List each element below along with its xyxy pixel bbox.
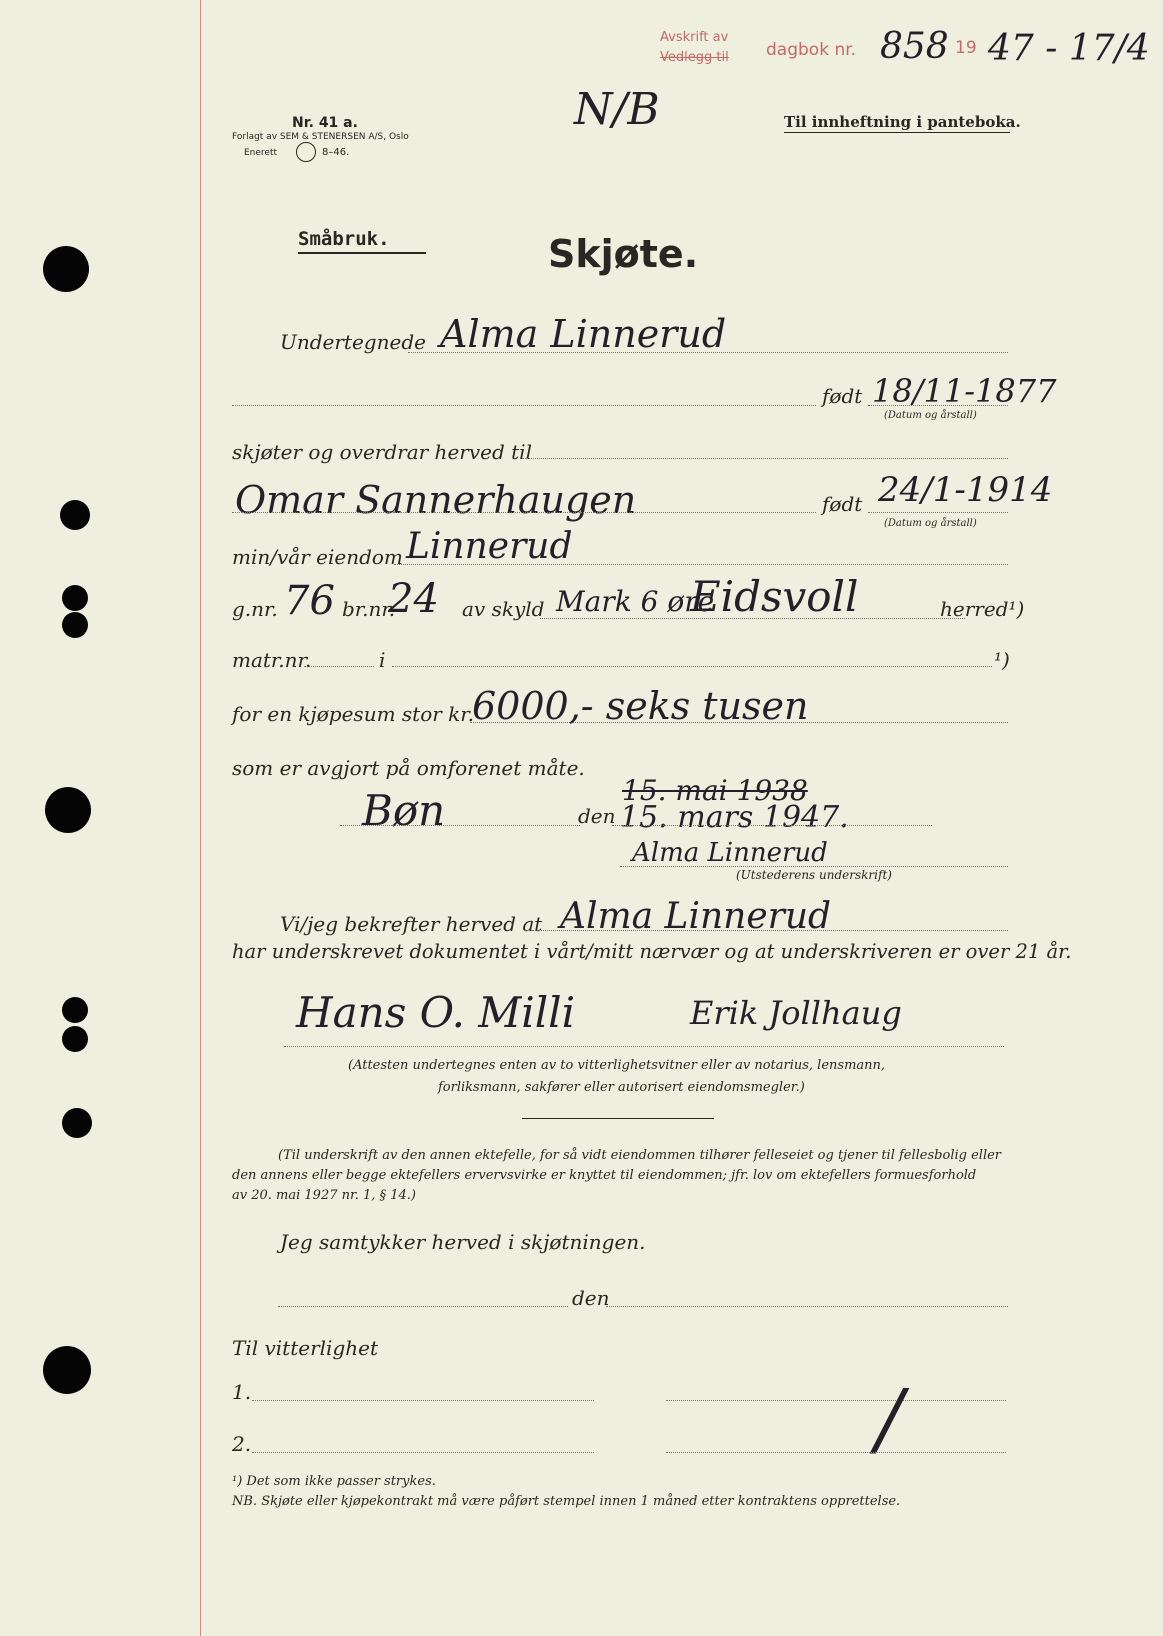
property-label: min/vår eiendom xyxy=(232,545,403,569)
matr-line-2 xyxy=(392,666,992,667)
stamp-line-1: Avskrift av xyxy=(660,30,729,45)
category-underline xyxy=(298,252,426,254)
consent-line-1 xyxy=(278,1306,568,1307)
section-divider xyxy=(522,1118,714,1119)
initials: N/B xyxy=(574,84,660,135)
document-title: Skjøte. xyxy=(548,232,699,276)
punch-hole xyxy=(62,1026,88,1052)
herred-label: herred¹) xyxy=(940,597,1025,621)
date-hint-1: (Datum og årstall) xyxy=(884,410,977,421)
buyer-value: Omar Sannerhaugen xyxy=(235,478,637,522)
witness-2-num: 2. xyxy=(232,1432,252,1456)
publisher-line-1: Forlagt av SEM & STENERSEN A/S, Oslo xyxy=(232,132,409,142)
property-value: Linnerud xyxy=(406,526,573,567)
stamp-number: 858 xyxy=(880,26,949,67)
matr-label: matr.nr. xyxy=(232,648,312,672)
witness-signature-2: Erik Jollhaug xyxy=(690,994,902,1032)
seller-line xyxy=(232,405,816,406)
stamp-year: 19 xyxy=(955,38,977,58)
stamp-line-3: dagbok nr. xyxy=(766,40,857,60)
spouse-note-3: av 20. mai 1927 nr. 1, § 14.) xyxy=(232,1188,416,1203)
spouse-note-1: (Til underskrift av den annen ektefelle, for så vidt eiendommen tilhører felleseiet og tjener til fellesbolig eller xyxy=(278,1148,1002,1163)
witness-signature-1: Hans O. Milli xyxy=(296,988,576,1037)
date-line xyxy=(612,825,932,826)
binding-note: Til innheftning i panteboka. xyxy=(784,113,1021,131)
punch-hole xyxy=(62,1108,92,1138)
price-value: 6000,- seks tusen xyxy=(472,684,809,728)
attest-note-2: forliksmann, sakfører eller autorisert eiendomsmegler.) xyxy=(438,1080,805,1095)
transfer-line xyxy=(522,458,1008,459)
seller-signature-line xyxy=(620,866,1008,867)
punch-hole xyxy=(62,997,88,1023)
witness-1-line-b xyxy=(666,1400,1006,1401)
brnr-label: br.nr. xyxy=(342,597,396,621)
publisher-line-2: Enerett xyxy=(244,148,278,158)
spouse-note-2: den annens eller begge ektefellers ervervsvirke er knyttet til eiendommen; jfr. lov om ektefellers formuesforhold xyxy=(232,1168,977,1183)
witness-confirm-label: Vi/jeg bekrefter herved at xyxy=(280,912,543,936)
margin-line xyxy=(200,0,201,1636)
witness-mark: / xyxy=(876,1372,903,1465)
date-hint-2: (Datum og årstall) xyxy=(884,518,977,529)
gnr-label: g.nr. xyxy=(232,597,278,621)
buyer-born-value: 24/1-1914 xyxy=(878,470,1053,510)
buyer-born-line xyxy=(868,512,1008,513)
date-struck: 15. mai 1938 xyxy=(622,774,808,807)
punch-hole xyxy=(62,612,88,638)
punch-hole xyxy=(45,787,91,833)
undertegnede-value: Alma Linnerud xyxy=(440,312,727,356)
witness-1-line-a xyxy=(252,1400,594,1401)
skyld-value: Mark 6 øre xyxy=(556,585,715,618)
seller-born-value: 18/11-1877 xyxy=(872,372,1057,410)
den-label: den xyxy=(578,804,616,828)
consent-text: Jeg samtykker herved i skjøtningen. xyxy=(280,1230,646,1254)
seller-born-label: født xyxy=(822,384,863,408)
skyld-label: av skyld xyxy=(462,597,545,621)
gnr-value: 76 xyxy=(284,578,335,624)
herred-line xyxy=(540,618,965,619)
publisher-date: 8–46. xyxy=(322,147,350,158)
punch-hole xyxy=(60,500,90,530)
witness-1-num: 1. xyxy=(232,1380,252,1404)
witness-signature-line xyxy=(284,1046,1004,1047)
consent-line-2 xyxy=(606,1306,1008,1307)
consent-den: den xyxy=(572,1286,610,1310)
stamp-line-2: Vedlegg til xyxy=(660,50,729,65)
matr-line-1 xyxy=(304,666,374,667)
seller-signature: Alma Linnerud xyxy=(632,838,828,868)
place-line xyxy=(340,825,580,826)
punch-hole xyxy=(62,585,88,611)
footnote-2: NB. Skjøte eller kjøpekontrakt må være påført stempel innen 1 måned etter kontraktens opprettelse. xyxy=(232,1494,901,1509)
attest-note-1: (Attesten undertegnes enten av to vitterlighetsvitner eller av notarius, lensmann, xyxy=(348,1058,886,1073)
brnr-value: 24 xyxy=(388,576,439,622)
matr-paren: ¹) xyxy=(994,648,1010,672)
settled-text: som er avgjort på omforenet måte. xyxy=(232,756,585,780)
punch-hole xyxy=(43,1346,91,1394)
buyer-born-label: født xyxy=(822,492,863,516)
binding-note-underline xyxy=(784,132,1010,133)
witness-confirm-value: Alma Linnerud xyxy=(560,896,832,937)
matr-i: i xyxy=(379,648,386,672)
publisher-logo-icon xyxy=(296,142,316,162)
stamp-handwritten: 47 - 17/4 xyxy=(988,28,1150,69)
undertegnede-label: Undertegnede xyxy=(280,330,426,354)
buyer-line xyxy=(232,512,816,513)
issuer-signature-label: (Utstederens underskrift) xyxy=(736,868,892,882)
document-category: Småbruk. xyxy=(298,228,390,250)
form-number: Nr. 41 a. xyxy=(292,115,358,131)
witness-statement: har underskrevet dokumentet i vårt/mitt nærvær og at underskriveren er over 21 år. xyxy=(232,940,1072,963)
price-label: for en kjøpesum stor kr. xyxy=(232,702,475,726)
herred-value: Eidsvoll xyxy=(690,572,859,621)
transfer-label: skjøter og overdrar herved til xyxy=(232,440,532,464)
witness-heading: Til vitterlighet xyxy=(232,1336,379,1360)
punch-hole xyxy=(43,246,89,292)
place-value: Bøn xyxy=(362,786,446,835)
footnote-1: ¹) Det som ikke passer strykes. xyxy=(232,1474,436,1489)
witness-2-line-a xyxy=(252,1452,594,1453)
witness-2-line-b xyxy=(666,1452,1006,1453)
date-value: 15. mars 1947. xyxy=(620,800,849,835)
